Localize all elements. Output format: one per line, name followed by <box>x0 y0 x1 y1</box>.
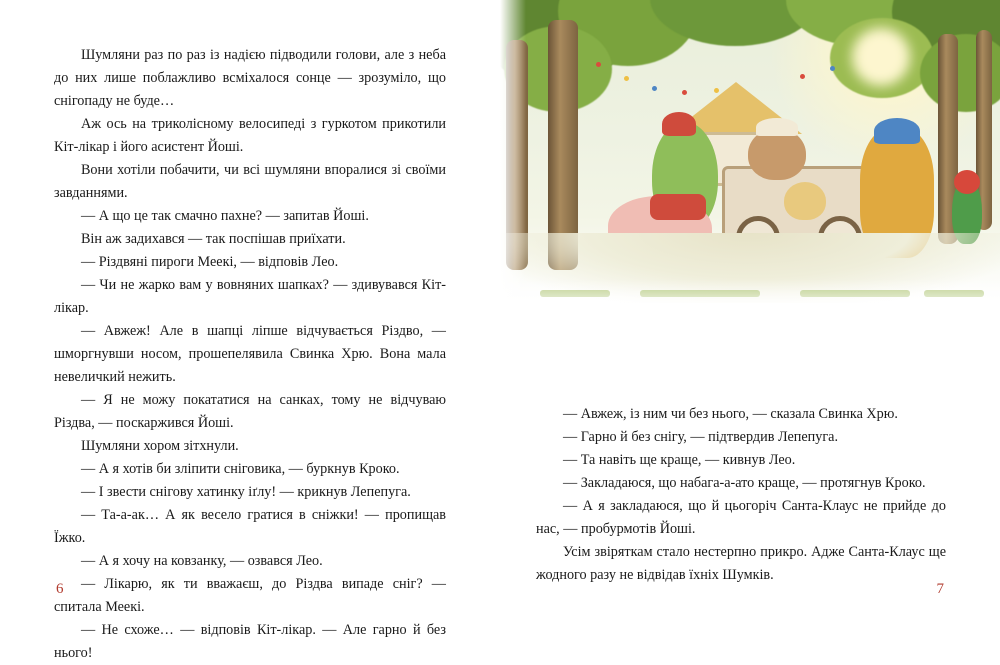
paragraph: — Авжеж! Але в шапці ліпше відчувається Різдво, — шморгнувши носом, прошепелявила Свинка Хрю. Вона мала невеличкий нежить. <box>54 323 446 385</box>
paragraph: — Різдвяні пироги Меекі, — відповів Лео. <box>80 254 339 270</box>
lion-hat <box>874 118 920 144</box>
left-page <box>0 0 500 661</box>
fairy-light <box>652 86 657 91</box>
paragraph: — Чи не жарко вам у вовняних шапках? — здивувався Кіт-лікар. <box>54 277 446 316</box>
paragraph: — Гарно й без снігу, — підтвердив Лепепуга. <box>562 429 839 445</box>
paragraph: — Та навіть ще краще, — кивнув Лео. <box>562 452 796 468</box>
paragraph: — Я не можу покататися на санках, тому не відчуваю Різдва, — поскаржився Йоші. <box>54 392 446 431</box>
paragraph: — Лікарю, як ти вважаєш, до Різдва випаде сніг? — спитала Меекі. <box>54 576 446 615</box>
paragraph: — А я хочу на ковзанку, — озвався Лео. <box>80 553 323 569</box>
page-number-left: 6 <box>56 581 64 597</box>
right-page <box>500 0 1000 616</box>
page-number-right: 7 <box>936 581 944 597</box>
paragraph: — Авжеж, із ним чи без нього, — сказала Свинка Хрю. <box>562 406 898 422</box>
paragraph: — І звести снігову хатинку іґлу! — крикнув Лепепуга. <box>80 484 411 500</box>
left-page-text <box>54 44 446 665</box>
paragraph: Шумляни хором зітхнули. <box>80 438 239 454</box>
sun <box>852 28 910 86</box>
fairy-light <box>596 62 601 67</box>
paragraph: — Не схоже… — відповів Кіт-лікар. — Але гарно й без нього! <box>54 622 446 661</box>
paragraph: — Та-а-ак… А як весело гратися в сніжки! — пропищав Їжко. <box>54 507 446 546</box>
paragraph: Вони хотіли побачити, чи всі шумляни впоралися зі своїми завданнями. <box>54 162 446 201</box>
pig-blanket <box>650 194 706 220</box>
cat-character <box>784 182 826 220</box>
illustration <box>500 0 1000 325</box>
paragraph: — Закладаюся, що набага-а-ато краще, — протягнув Кроко. <box>562 475 926 491</box>
paragraph: Шумляни раз по раз із надією підводили голови, але з неба до них лише поблажливо всміхалося сонце — зрозуміло, що снігопаду не буде… <box>54 47 446 109</box>
illustration-fade <box>500 279 1000 325</box>
paragraph: — А я хотів би зліпити сніговика, — буркнув Кроко. <box>80 461 400 477</box>
bear-hat <box>756 118 798 136</box>
fairy-light <box>624 76 629 81</box>
crocodile-hat <box>662 112 696 136</box>
illustration-fade-left <box>500 0 526 325</box>
paragraph: Він аж задихався — так поспішав приїхати. <box>80 231 346 247</box>
paragraph: — А що це так смачно пахне? — запитав Йоші. <box>80 208 369 224</box>
paragraph: Аж ось на триколісному велосипеді з гуркотом прикотили Кіт-лікар і його асистент Йоші. <box>54 116 446 155</box>
paragraph: — А я закладаюся, що й цьогоріч Санта-Клаус не прийде до нас, — пробурмотів Йоші. <box>536 498 946 537</box>
fairy-light <box>830 66 835 71</box>
parrot-head <box>954 170 980 194</box>
right-page-text <box>500 325 1000 587</box>
fairy-light <box>800 74 805 79</box>
paragraph: Усім звіряткам стало нестерпно прикро. Адже Санта-Клаус ще жодного разу не відвідав їхніх Шумків. <box>536 544 946 583</box>
